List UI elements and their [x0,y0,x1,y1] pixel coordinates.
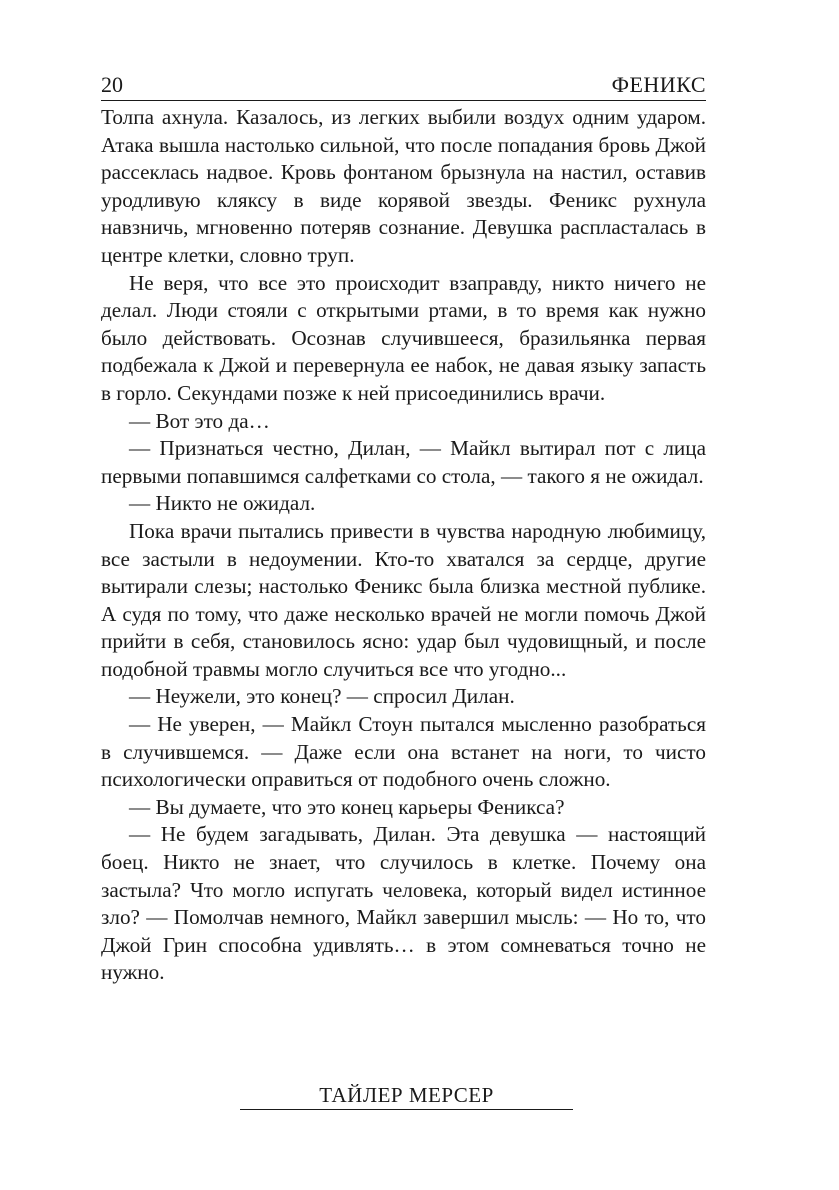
running-header [101,70,706,101]
paragraph: Толпа ахнула. Казалось, из легких выбили воздух одним ударом. Атака вышла настолько сильной, что после попадания бровь Джой рассеклась надвое. Кровь фонтаном брызнула на настил, оставив уродливую кляксу в виде корявой звезды. Феникс рухнула навзничь, мгновенно потеряв сознание. Девушка распласталась в центре клетки, словно труп. [101,105,706,267]
dialogue-line: — Вот это да… [129,408,270,433]
body-text [101,104,706,987]
running-title: ФЕНИКС [611,72,706,97]
paragraph: Не веря, что все это происходит взаправду, никто ничего не делал. Люди стояли с открытыми ртами, в то время как нужно было действовать. Осознав случившееся, бразильянка первая подбежала к Джой и перевернула ее набок, не давая языку запасть в горло. Секундами позже к ней присоединились врачи. [101,270,706,405]
dialogue-line: — Вы думаете, что это конец карьеры Феникса? [129,794,565,819]
dialogue-line: — Признаться честно, Дилан, — Майкл вытирал пот с лица первыми попавшимся салфетками со стола, — такого я не ожидал. [101,436,706,488]
page-number: 20 [101,72,123,97]
dialogue-line: — Не будем загадывать, Дилан. Эта девушка — настоящий боец. Никто не знает, что случилось в клетке. Почему она застыла? Что могло испугать человека, который видел истинное зло? — Помолчав немного, Майкл завершил мысль: — Но то, что Джой Грин способна удивлять… в этом сомневаться точно не нужно. [101,822,706,985]
paragraph: Пока врачи пытались привести в чувства народную любимицу, все застыли в недоумении. Кто-то хватался за сердце, другие вытирали слезы; настолько Феникс была близка местной публике. А судя по тому, что даже несколько врачей не могли помочь Джой прийти в себя, становилось ясно: удар был чудовищный, и после подобной травмы могло случиться все что угодно... [101,518,706,681]
running-footer [240,1083,573,1110]
dialogue-line: — Неужели, это конец? — спросил Дилан. [129,684,515,709]
author-name: ТАЙЛЕР МЕРСЕР [319,1083,494,1107]
dialogue-line: — Никто не ожидал. [129,491,316,516]
dialogue-line: — Не уверен, — Майкл Стоун пытался мысленно разобраться в случившемся. — Даже если она встанет на ноги, то чисто психологически оправиться от подобного очень сложно. [101,712,706,792]
